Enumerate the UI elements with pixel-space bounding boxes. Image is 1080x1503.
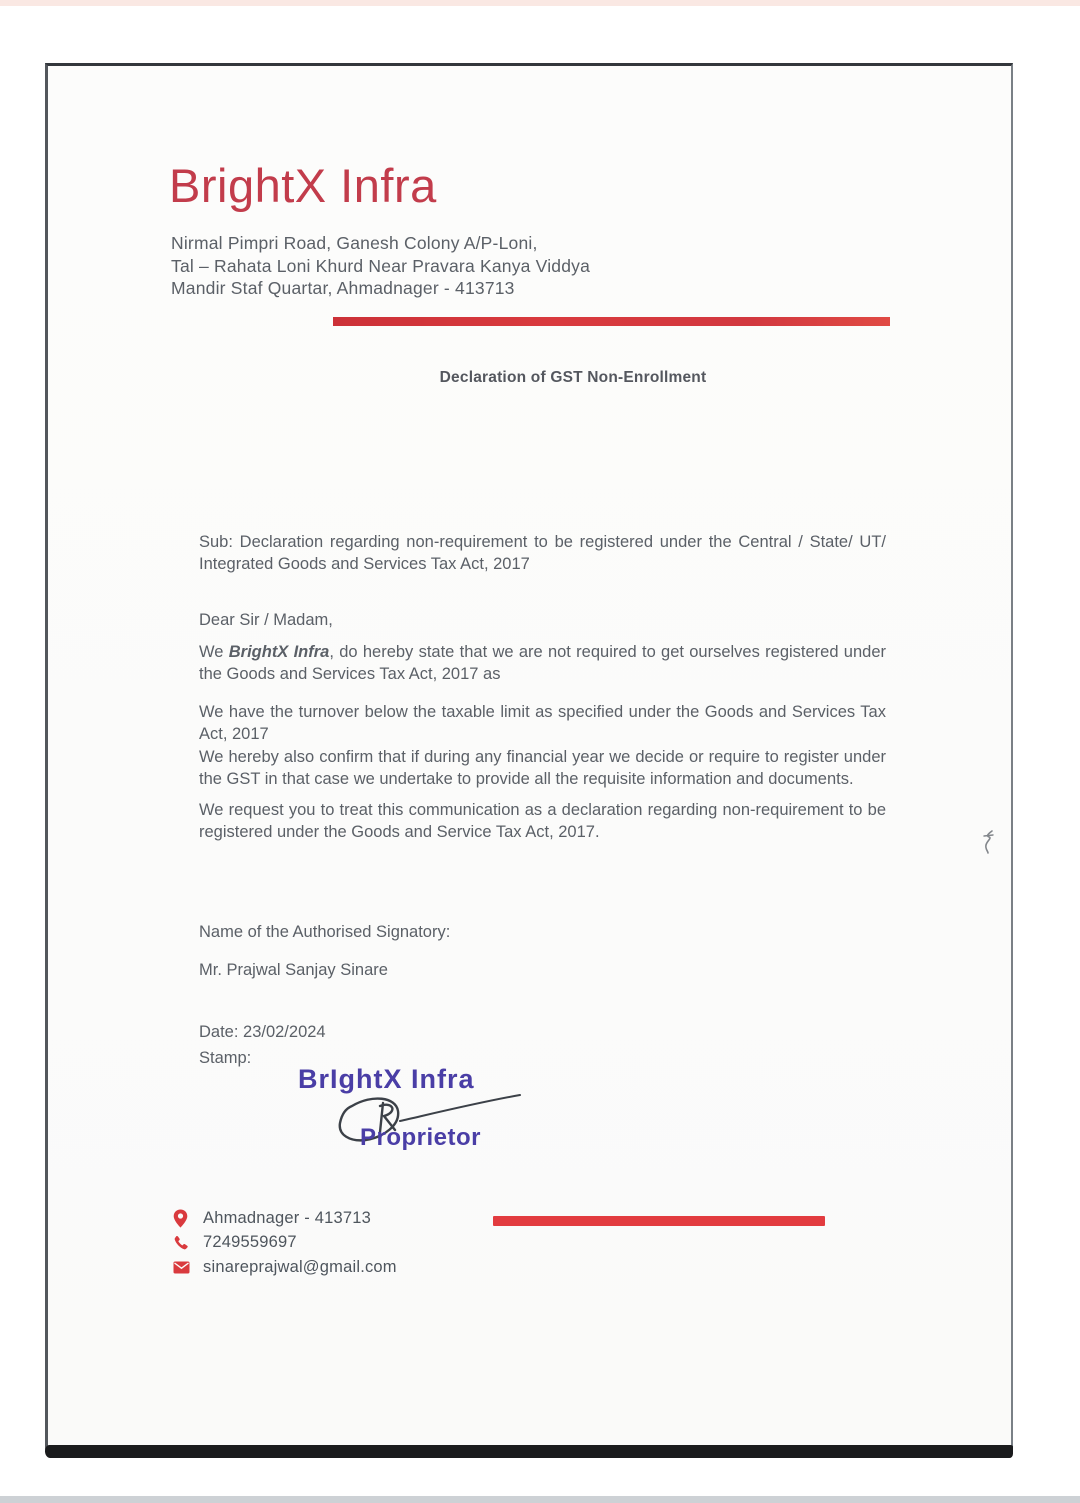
contact-info [173,1208,397,1282]
subject-line: Sub: Declaration regarding non-requirement to be registered under the Central / State/ UT/ Integrated Goods and Services Tax Act, 2017 [199,533,886,573]
salutation: Dear Sir / Madam, [199,611,333,629]
email-envelope-icon [173,1257,193,1277]
scan-artifact-bottom-edge [45,1445,1013,1458]
address-line-3: Mandir Staf Quartar, Ahmadnager - 413713 [171,278,515,298]
company-logo-title: BrightX Infra [169,159,437,212]
date-line: Date: 23/02/2024 [199,1023,326,1041]
ink-smudge-mark [978,828,1000,861]
contact-row-phone [173,1233,397,1253]
address-line-1: Nirmal Pimpri Road, Ganesh Colony A/P-Loni, [171,233,538,253]
stamp-company-name: BrIghtX Infra [298,1064,475,1094]
scan-artifact-bottom-strip [0,1496,1080,1503]
contact-row-location [173,1208,397,1228]
signatory-name: Mr. Prajwal Sanjay Sinare [199,961,388,979]
paragraph-declaration [199,641,886,685]
location-pin-icon [173,1208,193,1228]
stamp-field-label: Stamp: [199,1049,252,1067]
phone-icon [173,1233,193,1253]
company-name-emphasis: BrightX Infra [228,643,330,661]
scan-artifact-top-strip [0,0,1080,6]
contact-row-email [173,1257,397,1277]
contact-email-text: sinareprajwal@gmail.com [203,1257,397,1276]
document-title: Declaration of GST Non-Enrollment [439,369,707,386]
stamp-role: Proprietor [360,1124,482,1151]
paragraph-request: We request you to treat this communication as a declaration regarding non-requirement to be registered under the Goods and Service Tax Act, 2017. [199,801,886,841]
paragraph-turnover: We have the turnover below the taxable limit as specified under the Goods and Services Tax Act, 2017 [199,703,886,743]
paragraph-confirmation: We hereby also confirm that if during any financial year we decide or require to register under the GST in that case we undertake to provide all the requisite information and documents. [199,748,886,788]
company-stamp [298,1064,598,1151]
company-address [171,232,590,300]
paragraph-declaration-prefix: We [199,643,229,661]
footer-red-divider [493,1216,825,1226]
signatory-label: Name of the Authorised Signatory: [199,923,451,941]
header-red-divider [333,317,890,326]
scanned-letter-page [45,63,1013,1452]
paragraph-declaration-suffix: , do hereby state that we are not required to get ourselves registered under the Goods and Services Tax Act, 2017 as [199,643,886,683]
address-line-2: Tal – Rahata Loni Khurd Near Pravara Kanya Viddya [171,255,591,276]
contact-location-text: Ahmadnager - 413713 [203,1208,372,1227]
contact-phone-text: 7249559697 [203,1233,297,1251]
